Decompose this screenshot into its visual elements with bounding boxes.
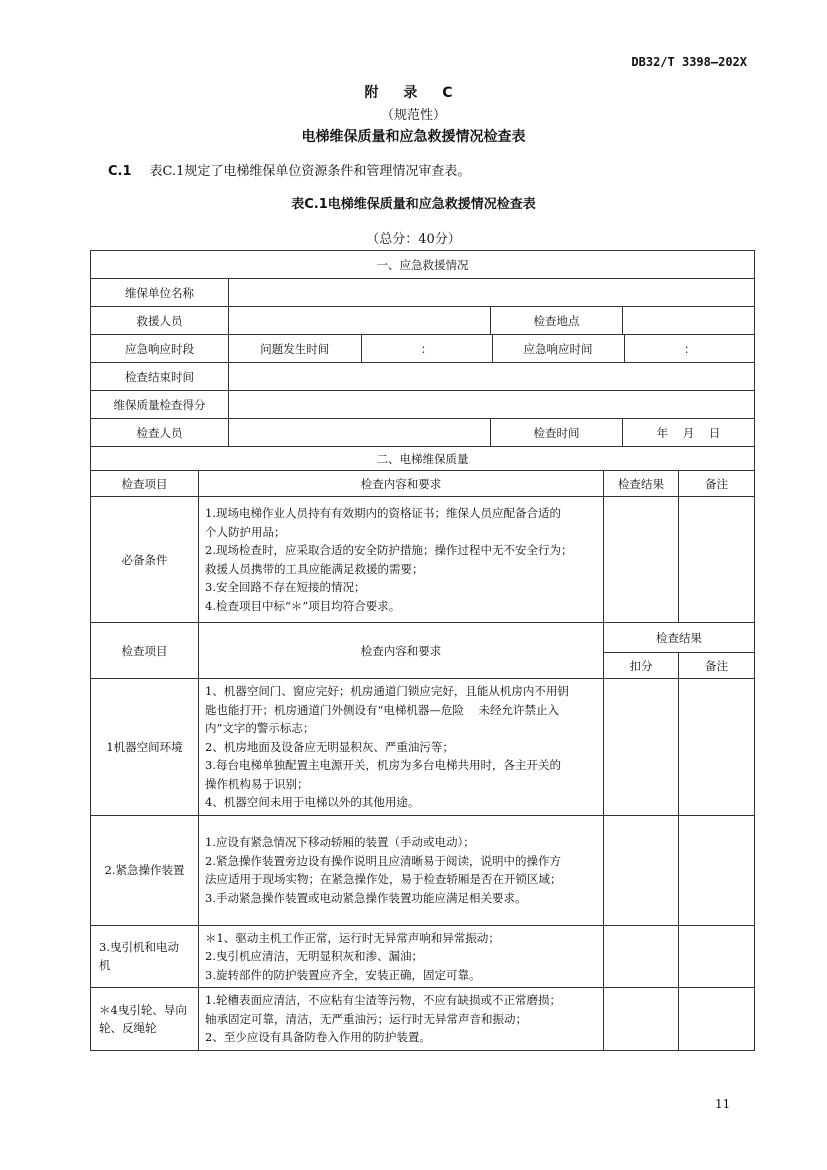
location-value — [623, 307, 755, 335]
intro-paragraph — [108, 160, 470, 179]
unit-name-value — [229, 279, 755, 307]
row-item-label: 1机器空间环境 — [91, 679, 199, 816]
quality-score-label: 维保质量检查得分 — [91, 391, 229, 419]
inspector-value — [229, 419, 491, 447]
content-line: 个人防护用品； — [205, 524, 286, 539]
col-header-item: 检查项目 — [91, 471, 199, 497]
location-label: 检查地点 — [491, 307, 623, 335]
rescue-table — [90, 250, 755, 447]
content-line: 3.旋转部件的防护装置应齐全，安装正确，固定可靠。 — [205, 967, 481, 982]
annex-title: 电梯维保质量和应急救援情况检查表 — [301, 129, 526, 145]
problem-time-value: ： — [361, 335, 492, 362]
row-deduct — [604, 815, 679, 925]
required-remark — [679, 497, 755, 623]
col2-header-item: 检查项目 — [91, 623, 199, 679]
content-line: 轴承固定可靠，清洁，无严重油污；运行时无异常声音和振动； — [205, 1011, 527, 1026]
required-content — [199, 497, 604, 623]
content-line: 4、机器空间未用于电梯以外的其他用途。 — [205, 795, 420, 809]
quality-table — [90, 446, 755, 1051]
unit-name-label: 维保单位名称 — [91, 279, 229, 307]
content-line: 2.现场检查时，应采取合适的安全防护措施；操作过程中无不安全行为； — [205, 543, 573, 557]
content-line: 2.紧急操作装置旁边设有操作说明且应清晰易于阅读，说明中的操作方 — [205, 853, 561, 868]
content-line: 2、至少应设有具备防卷入作用的防护装置。 — [205, 1030, 431, 1044]
rescuer-value — [229, 307, 491, 335]
content-line: 3.手动紧急操作装置或电动紧急操作装置功能应满足相关要求。 — [205, 890, 527, 905]
row-remark — [679, 679, 755, 816]
required-result — [604, 497, 679, 623]
response-time-label: 应急响应时间 — [492, 335, 624, 362]
rescuer-label: 救援人员 — [91, 307, 229, 335]
content-line: 1、机器空间门、窗应完好；机房通道门锁应完好，且能从机房内不用钥 — [205, 684, 569, 698]
intro-text: 表C.1规定了电梯维保单位资源条件和管理情况审查表。 — [149, 164, 471, 179]
row-item-label: 3.曳引机和电动机 — [91, 925, 199, 988]
row-deduct — [604, 925, 679, 988]
annex-label: 附 录 C — [364, 85, 463, 101]
total-score: （总分：40分） — [366, 232, 461, 247]
row-item-label: 2.紧急操作装置 — [91, 815, 199, 925]
row-content — [199, 679, 604, 816]
row-remark — [679, 988, 755, 1051]
col-header-result: 检查结果 — [604, 471, 679, 497]
content-line: 救援人员携带的工具应能满足救援的需要； — [205, 561, 424, 576]
response-period-label: 应急响应时段 — [91, 335, 229, 363]
page-number: 11 — [715, 1097, 731, 1111]
row-deduct — [604, 988, 679, 1051]
row-content — [199, 988, 604, 1051]
table-row — [91, 988, 755, 1051]
response-period-cell — [229, 335, 755, 363]
content-line: 1.应设有紧急情况下移动轿厢的装置（手动或电动）； — [205, 835, 475, 849]
row-remark — [679, 815, 755, 925]
check-time-label: 检查时间 — [491, 419, 623, 447]
content-line: 1.现场电梯作业人员持有有效期内的资格证书；维保人员应配备合适的 — [205, 506, 561, 520]
table-row — [91, 925, 755, 988]
required-item-label: 必备条件 — [91, 497, 199, 623]
col2-header-deduct: 扣分 — [604, 653, 679, 679]
table-row — [91, 815, 755, 925]
rescue-section-header: 一、应急救援情况 — [91, 251, 755, 279]
row-deduct — [604, 679, 679, 816]
end-time-label: 检查结束时间 — [91, 363, 229, 391]
check-date-value: 年 月 日 — [623, 419, 755, 447]
content-line: 2.曳引机应清洁，无明显积灰和渗、漏油； — [205, 949, 423, 963]
row-remark — [679, 925, 755, 988]
content-line: 操作机构易于识别； — [205, 776, 309, 791]
response-subtable — [229, 335, 755, 362]
content-line: 3.安全回路不存在短接的情况； — [205, 580, 366, 594]
content-line: 内”文字的警示标志； — [205, 721, 315, 735]
end-time-value — [229, 363, 755, 391]
table-title: 表C.1电梯维保质量和应急救援情况检查表 — [291, 197, 536, 212]
content-line: 2、机房地面及设备应无明显积灰、严重油污等； — [205, 739, 454, 754]
quality-score-value — [229, 391, 755, 419]
col2-header-result: 检查结果 — [604, 623, 755, 653]
response-time-value: ： — [684, 341, 696, 356]
table-row — [91, 679, 755, 816]
problem-time-label: 问题发生时间 — [229, 335, 361, 362]
content-line: 匙也能打开；机房通道门外侧设有“电梯机器—危险 未经允许禁止入 — [205, 702, 559, 717]
intro-number: C.1 — [108, 164, 132, 179]
col2-header-content: 检查内容和要求 — [199, 623, 604, 679]
content-line: 3.每台电梯单独配置主电源开关，机房为多台电梯共用时，各主开关的 — [205, 758, 561, 772]
col-header-remark: 备注 — [679, 471, 755, 497]
col-header-content: 检查内容和要求 — [199, 471, 604, 497]
row-content — [199, 815, 604, 925]
row-content — [199, 925, 604, 988]
inspector-label: 检查人员 — [91, 419, 229, 447]
row-item-label: ＊4曳引轮、导向轮、反绳轮 — [91, 988, 199, 1051]
content-line: 1.轮槽表面应清洁，不应粘有尘渣等污物，不应有缺损或不正常磨损； — [205, 993, 561, 1007]
content-line: 4.检查项目中标“＊”项目均符合要求。 — [205, 598, 401, 613]
content-line: 法应适用于现场实物；在紧急操作处，易于检查轿厢是否在开锁区域； — [205, 872, 562, 886]
col2-header-remark: 备注 — [679, 653, 755, 679]
content-line: ＊1、驱动主机工作正常，运行时无异常声响和异常振动； — [205, 930, 500, 945]
annex-normative: （规范性） — [380, 108, 446, 123]
quality-section-header: 二、电梯维保质量 — [91, 447, 755, 471]
document-id: DB32/T 3398—202X — [631, 55, 747, 69]
